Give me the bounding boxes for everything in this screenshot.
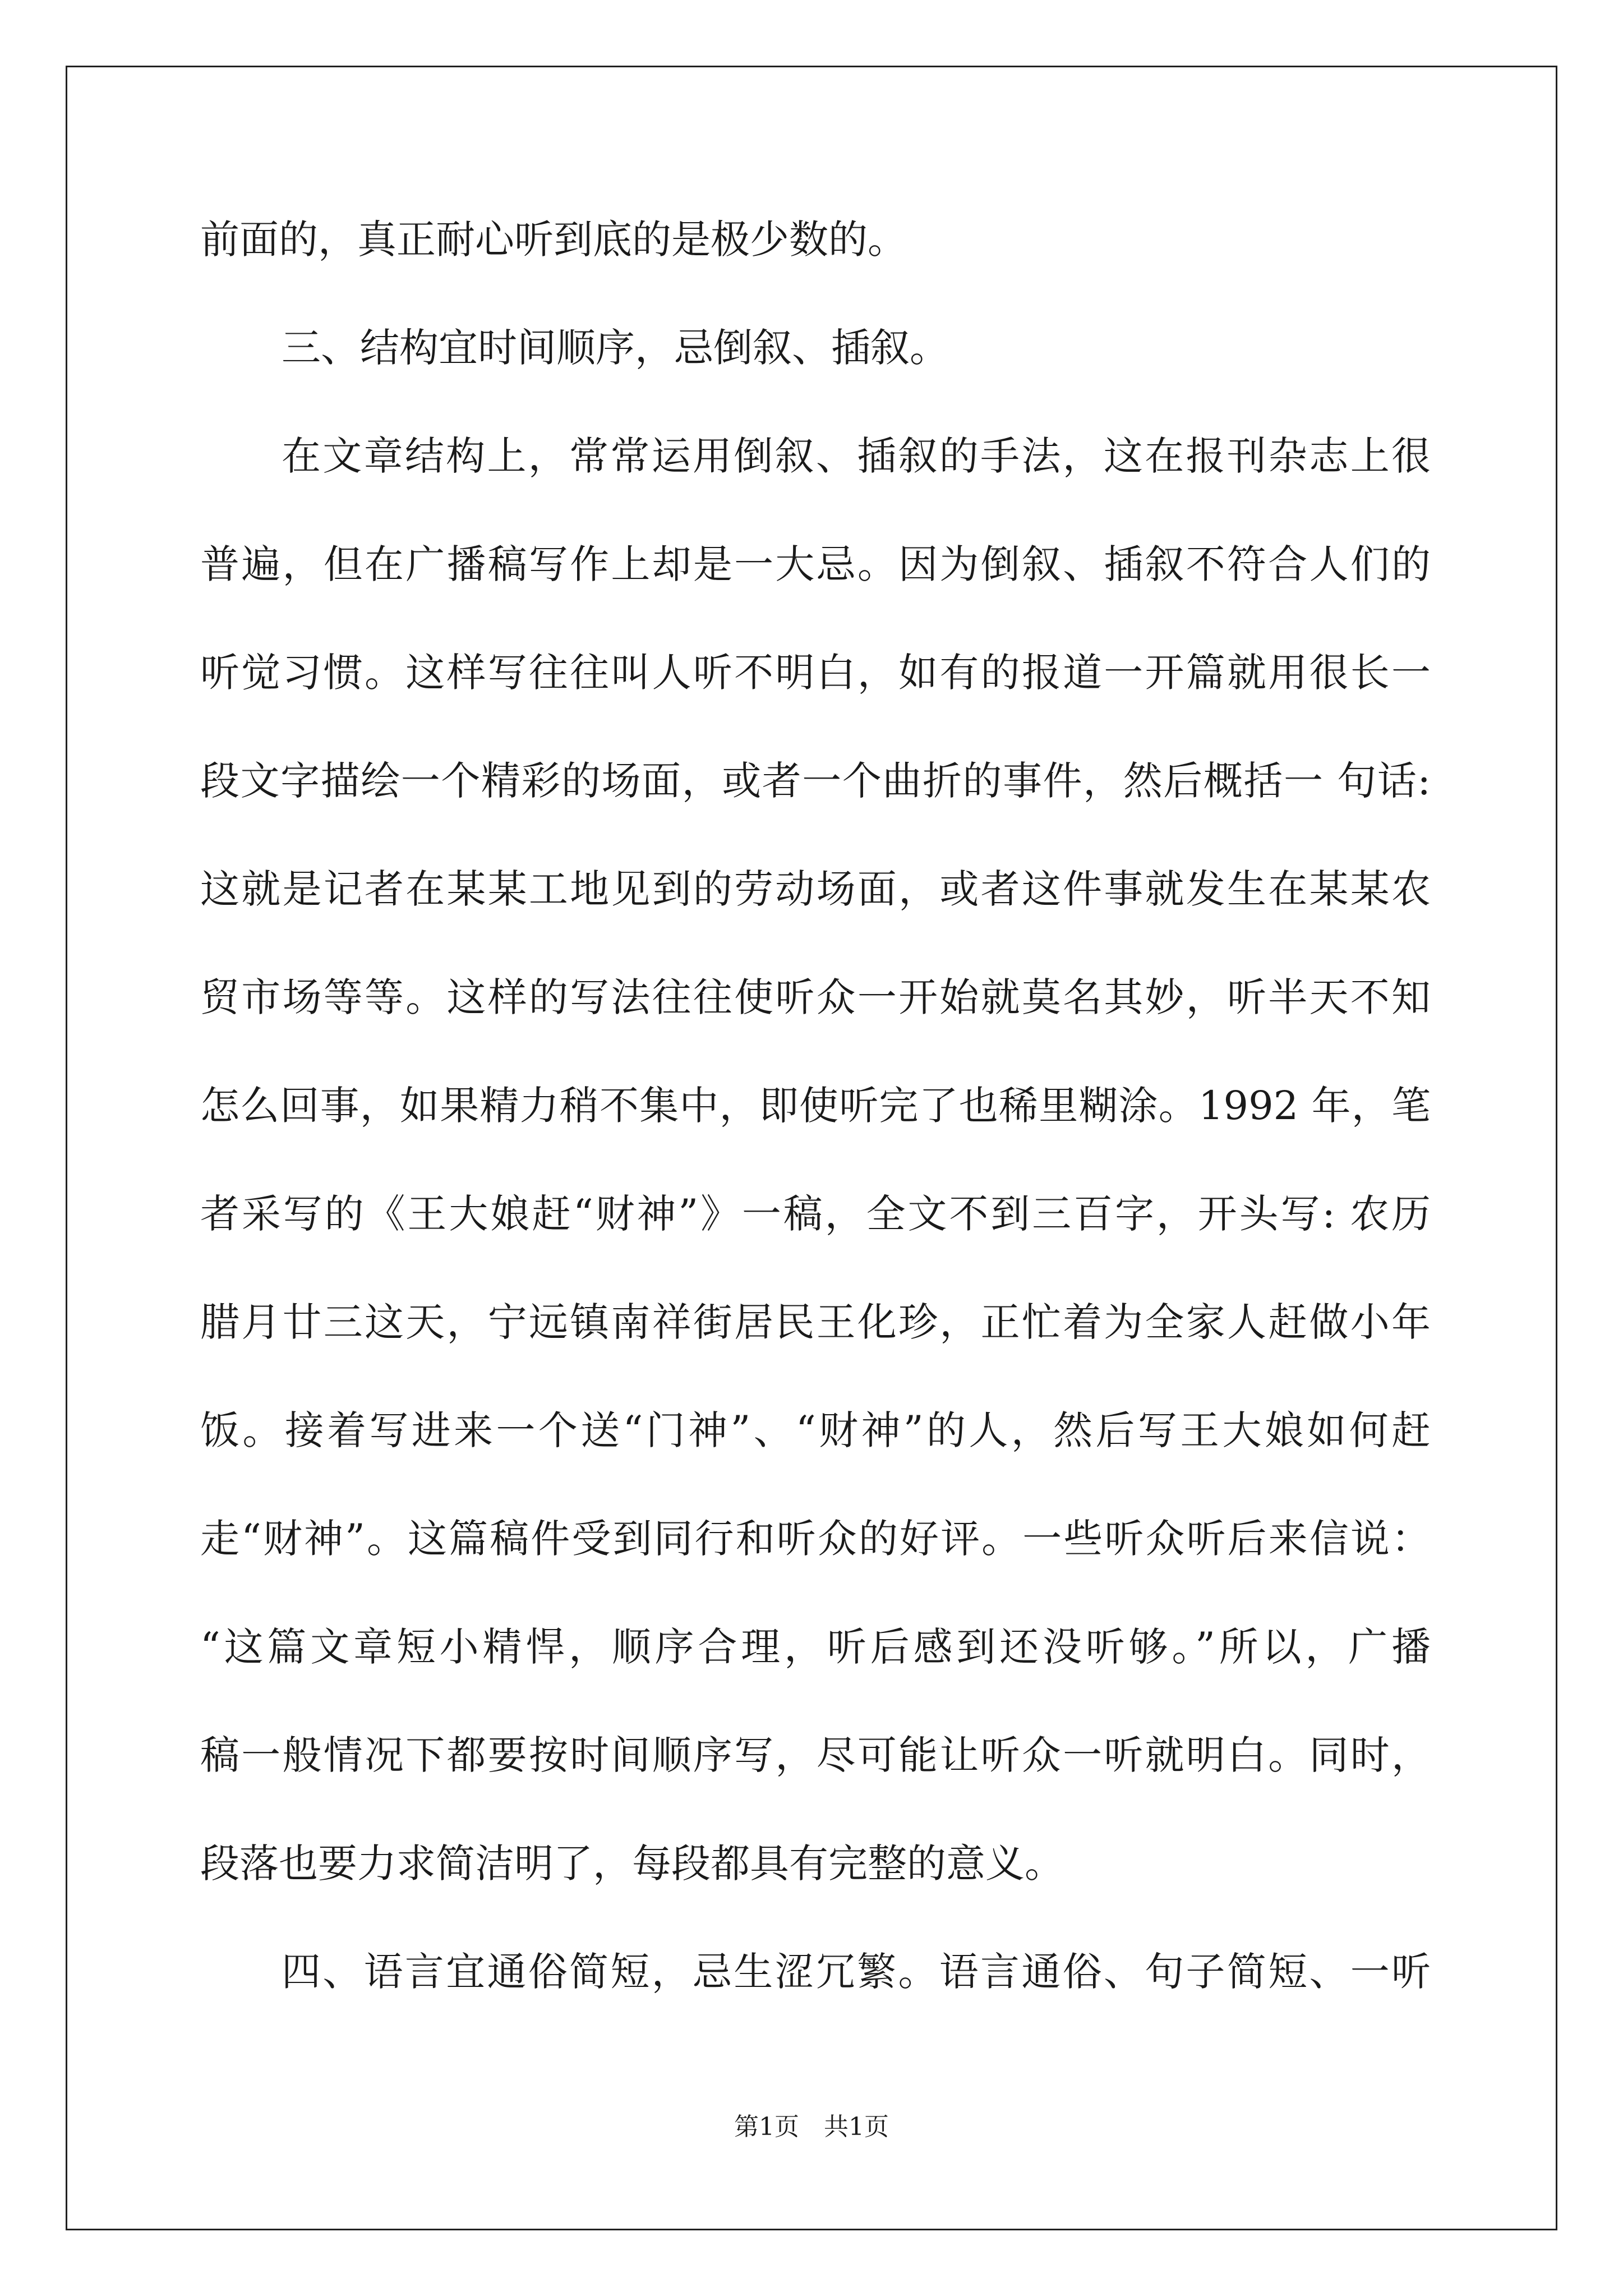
text-line: “这篇文章短小精悍，顺序合理，听后感到还没听够。”所以，广播 — [200, 1624, 1431, 1670]
text-line: 听觉习惯。这样写往往叫人听不明白，如有的报道一开篇就用很长一 — [200, 650, 1431, 696]
text-line: 普遍，但在广播稿写作上却是一大忌。因为倒叙、插叙不符合人们的 — [200, 541, 1431, 587]
text-line: 者采写的《王大娘赶“财神”》一稿，全文不到三百字，开头写: 农历 — [200, 1191, 1431, 1237]
text-line: 在文章结构上，常常运用倒叙、插叙的手法，这在报刊杂志上很 — [282, 433, 1431, 479]
section-heading: 三、结构宜时间顺序，忌倒叙、插叙。 — [282, 325, 949, 371]
page-number: 第1页 — [734, 2113, 799, 2141]
page-total: 共1页 — [824, 2113, 889, 2141]
text-line: 饭。接着写进来一个送“门神”、“财神”的人，然后写王大娘如何赶 — [200, 1407, 1431, 1453]
page-footer — [0, 2115, 1623, 2139]
text-line: 段文字描绘一个精彩的场面，或者一个曲折的事件，然后概括一 句话: — [200, 758, 1431, 804]
text-line: 前面的，真正耐心听到底的是极少数的。 — [200, 217, 907, 263]
text-line: 这就是记者在某某工地见到的劳动场面，或者这件事就发生在某某农 — [200, 866, 1431, 912]
text-line: 怎么回事，如果精力稍不集中，即使听完了也稀里糊涂。1992 年，笔 — [200, 1083, 1431, 1129]
section-heading: 四、语言宜通俗简短，忌生涩冗繁。语言通俗、句子简短、一听 — [282, 1949, 1431, 1995]
text-line: 走“财神”。这篇稿件受到同行和听众的好评。一些听众听后来信说： — [200, 1516, 1431, 1562]
text-line: 稿一般情况下都要按时间顺序写，尽可能让听众一听就明白。同时， — [200, 1732, 1431, 1778]
text-line: 段落也要力求简洁明了，每段都具有完整的意义。 — [200, 1841, 1064, 1887]
text-line: 腊月廿三这天，宁远镇南祥街居民王化珍，正忙着为全家人赶做小年 — [200, 1299, 1431, 1345]
document-body — [200, 217, 1431, 2060]
text-line: 贸市场等等。这样的写法往往使听众一开始就莫名其妙，听半天不知 — [200, 974, 1431, 1020]
